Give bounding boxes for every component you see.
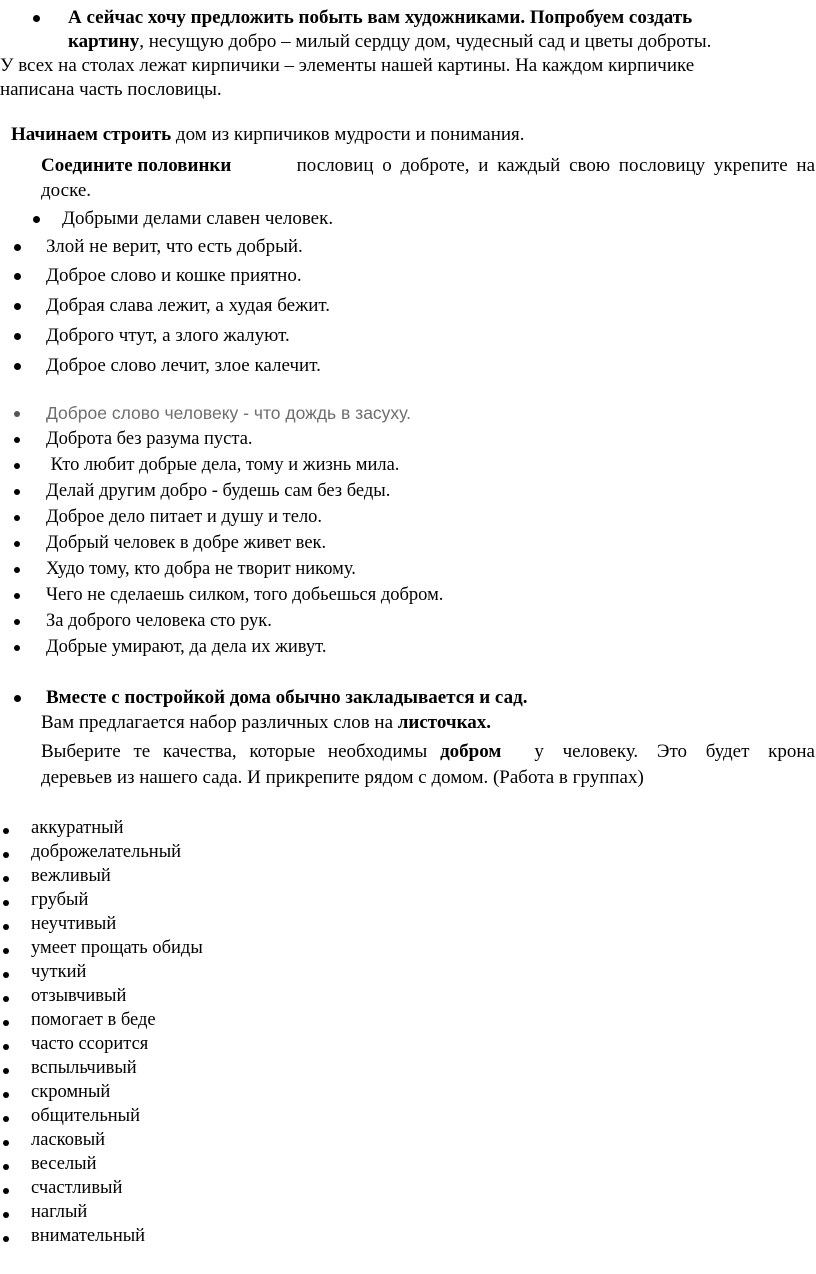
garden-line-2-b: у человеку. Это будет крона xyxy=(534,741,815,762)
bullet-icon xyxy=(3,1164,9,1170)
quality-item: скромный xyxy=(31,1082,111,1102)
proverb-item: Кто любит добрые дела, тому и жизнь мила. xyxy=(46,455,400,475)
bullet-icon xyxy=(14,463,20,469)
intro-rest: , несущую добро – милый сердцу дом, чудесный сад и цветы доброты. xyxy=(139,31,712,52)
connect-rest: пословиц о доброте, и каждый свою пословицу укрепите на xyxy=(296,155,815,176)
proverb-item: Чего не сделаешь силком, того добьешься добром. xyxy=(46,585,444,605)
bullet-icon xyxy=(14,411,20,417)
intro-bold-b: картину xyxy=(68,31,140,52)
garden-line-1 xyxy=(41,711,491,735)
bullet-icon xyxy=(3,972,9,978)
garden-line-2-a: Выберите те качества, которые необходимы xyxy=(41,741,441,762)
proverb-item: Доброе слово лечит, злое калечит. xyxy=(46,355,321,376)
quality-item: общительный xyxy=(31,1106,141,1126)
bullet-icon xyxy=(3,900,9,906)
quality-item: отзывчивый xyxy=(31,986,127,1006)
proverb-item: Доброе слово человеку - что дождь в засуху. xyxy=(46,403,412,423)
intro-line-2 xyxy=(68,30,711,54)
bullet-icon xyxy=(14,437,20,443)
bullet-icon xyxy=(3,996,9,1002)
build-line xyxy=(11,123,525,147)
quality-item: помогает в беде xyxy=(31,1010,156,1030)
quality-item: вспыльчивый xyxy=(31,1058,137,1078)
build-rest: дом из кирпичиков мудрости и понимания. xyxy=(171,124,525,145)
bullet-icon xyxy=(3,1236,9,1242)
quality-item: аккуратный xyxy=(31,818,124,838)
intro-line-3: У всех на столах лежат кирпичики – элементы нашей картины. На каждом кирпичике xyxy=(0,55,695,76)
bullet-icon xyxy=(14,363,21,370)
connect-bold: Соедините половинки xyxy=(41,155,232,176)
build-bold: Начинаем строить xyxy=(11,124,172,145)
connect-line-2: доске. xyxy=(41,180,92,201)
garden-line-2-text xyxy=(41,740,501,764)
bullet-icon xyxy=(33,15,40,22)
proverb-item: Доброе слово и кошке приятно. xyxy=(46,265,302,286)
bullet-icon xyxy=(14,593,20,599)
quality-item: ласковый xyxy=(31,1130,106,1150)
garden-line-2 xyxy=(41,740,815,764)
quality-item: внимательный xyxy=(31,1226,146,1246)
proverb-item: Худо тому, кто добра не творит никому. xyxy=(46,559,356,579)
proverb-item: Доброго чтут, а злого жалуют. xyxy=(46,325,290,346)
bullet-icon xyxy=(14,695,21,702)
bullet-icon xyxy=(3,1092,9,1098)
bullet-icon xyxy=(14,541,20,547)
garden-line-2-bold: добром xyxy=(440,741,502,762)
intro-line-1 xyxy=(68,6,692,30)
bullet-icon xyxy=(3,852,9,858)
proverb-item: Доброта без разума пуста. xyxy=(46,429,253,449)
garden-heading xyxy=(46,686,527,710)
proverb-item: Добрая слава лежит, а худая бежит. xyxy=(46,295,331,316)
quality-item: вежливый xyxy=(31,866,111,886)
garden-heading-text: Вместе с постройкой дома обычно закладывается и сад. xyxy=(46,687,528,708)
intro-line-4: написана часть пословицы. xyxy=(0,79,222,100)
bullet-icon xyxy=(14,489,20,495)
quality-item: часто ссорится xyxy=(31,1034,149,1054)
bullet-icon xyxy=(14,567,20,573)
bullet-icon xyxy=(3,1140,9,1146)
bullet-icon xyxy=(14,515,20,521)
garden-line-1-text: Вам предлагается набор различных слов на xyxy=(41,712,398,733)
bullet-icon xyxy=(14,619,20,625)
proverb-item: Злой не верит, что есть добрый. xyxy=(46,236,303,257)
bullet-icon xyxy=(33,216,40,223)
proverb-item: Добрый человек в добре живет век. xyxy=(46,533,327,553)
garden-line-3: деревьев из нашего сада. И прикрепите рядом с домом. (Работа в группах) xyxy=(41,767,644,788)
bullet-icon xyxy=(3,1044,9,1050)
proverb-item: Доброе дело питает и душу и тело. xyxy=(46,507,323,527)
bullet-icon xyxy=(3,1212,9,1218)
bullet-icon xyxy=(3,876,9,882)
quality-item: наглый xyxy=(31,1202,88,1222)
quality-item: чуткий xyxy=(31,962,87,982)
quality-item: веселый xyxy=(31,1154,97,1174)
bullet-icon xyxy=(14,244,21,251)
bullet-icon xyxy=(14,645,20,651)
bullet-icon xyxy=(14,303,21,310)
bullet-icon xyxy=(3,1188,9,1194)
proverb-item: За доброго человека сто рук. xyxy=(46,611,272,631)
quality-item: грубый xyxy=(31,890,89,910)
proverb-item: Делай другим добро - будешь сам без беды. xyxy=(46,481,391,501)
quality-item: счастливый xyxy=(31,1178,123,1198)
proverb-item: Добрые умирают, да дела их живут. xyxy=(46,637,327,657)
bullet-icon xyxy=(14,273,21,280)
quality-item: доброжелательный xyxy=(31,842,182,862)
connect-line-1 xyxy=(41,154,815,178)
quality-item: умеет прощать обиды xyxy=(31,938,203,958)
bullet-icon xyxy=(3,1020,9,1026)
garden-line-1-bold: листочках. xyxy=(397,712,492,733)
bullet-icon xyxy=(3,948,9,954)
bullet-icon xyxy=(14,333,21,340)
bullet-icon xyxy=(3,1116,9,1122)
quality-item: неучтивый xyxy=(31,914,117,934)
intro-bold-a: А сейчас хочу предложить побыть вам художниками. Попробуем создать xyxy=(68,7,693,28)
bullet-icon xyxy=(3,924,9,930)
proverb-item: Добрыми делами славен человек. xyxy=(62,208,334,229)
bullet-icon xyxy=(3,828,9,834)
bullet-icon xyxy=(3,1068,9,1074)
